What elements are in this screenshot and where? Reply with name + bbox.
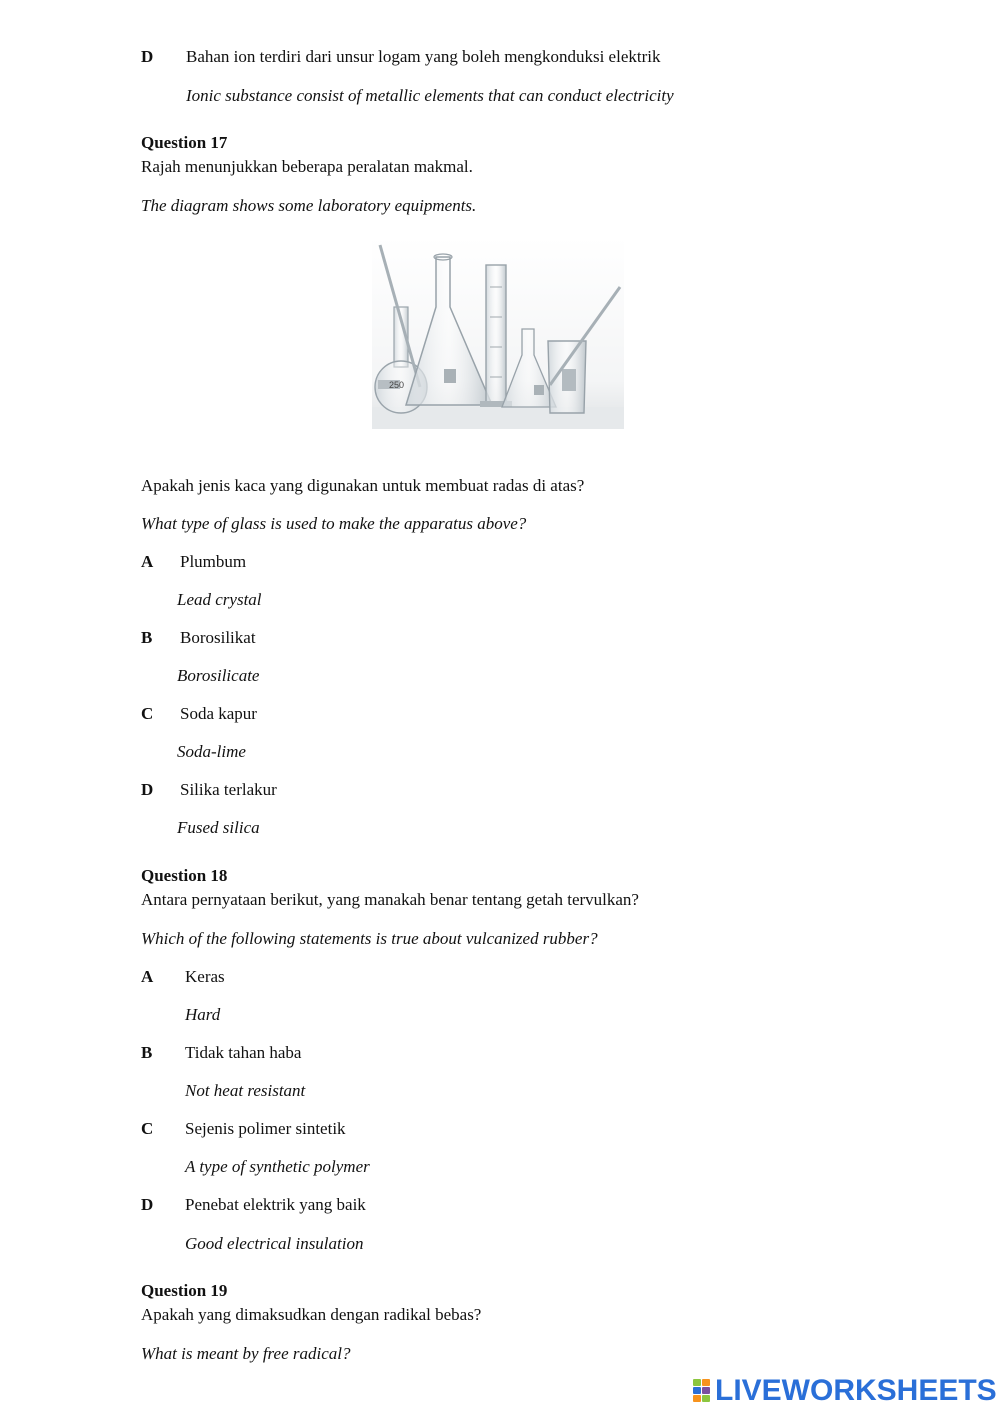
q18-option-b-malay: Tidak tahan haba	[185, 1043, 302, 1062]
option-malay-text: Bahan ion terdiri dari unsur logam yang boleh mengkonduksi elektrik	[186, 47, 661, 66]
q17-option-c-letter: C	[141, 704, 154, 723]
logo-wordmark: LIVEWORKSHEETS	[715, 1374, 997, 1407]
q18-option-c-english: A type of synthetic polymer	[185, 1157, 370, 1176]
q17-option-b-malay: Borosilikat	[180, 628, 256, 647]
option-english-text: Ionic substance consist of metallic elements that can conduct electricity	[186, 86, 674, 105]
question-17-text-english: What type of glass is used to make the apparatus above?	[141, 514, 527, 533]
q18-option-c-letter: C	[141, 1119, 154, 1138]
q17-option-c-english: Soda-lime	[177, 742, 246, 761]
q18-option-a-english: Hard	[185, 1005, 221, 1024]
q18-option-d-english: Good electrical insulation	[185, 1234, 364, 1253]
beaker-shape	[548, 341, 586, 413]
q17-option-d-letter: D	[141, 780, 154, 799]
liveworksheets-logo	[693, 1376, 997, 1406]
q18-option-d-letter: D	[141, 1195, 154, 1214]
q18-option-a-letter: A	[141, 967, 154, 986]
flask-volume-label: 250	[389, 380, 405, 390]
q18-option-a-malay: Keras	[185, 967, 225, 986]
question-18-text-malay: Antara pernyataan berikut, yang manakah benar tentang getah tervulkan?	[141, 890, 639, 909]
q17-option-c-malay: Soda kapur	[180, 704, 257, 723]
q17-option-a-english: Lead crystal	[177, 590, 262, 609]
q18-option-b-letter: B	[141, 1043, 153, 1062]
option-letter: D	[141, 47, 154, 66]
question-19-title: Question 19	[141, 1281, 228, 1300]
question-17-stem-malay: Rajah menunjukkan beberapa peralatan makmal.	[141, 157, 473, 176]
question-19-text-malay: Apakah yang dimaksudkan dengan radikal bebas?	[141, 1305, 482, 1324]
question-19-text-english: What is meant by free radical?	[141, 1344, 351, 1363]
q17-option-d-english: Fused silica	[177, 818, 260, 837]
question-18-title: Question 18	[141, 866, 228, 885]
question-17-text-malay: Apakah jenis kaca yang digunakan untuk membuat radas di atas?	[141, 476, 585, 495]
logo-icon	[693, 1379, 711, 1403]
question-18-text-english: Which of the following statements is true about vulcanized rubber?	[141, 929, 598, 948]
q18-option-c-malay: Sejenis polimer sintetik	[185, 1119, 346, 1138]
q17-option-b-english: Borosilicate	[177, 666, 260, 685]
question-17-title: Question 17	[141, 133, 228, 152]
q17-option-b-letter: B	[141, 628, 153, 647]
laboratory-glassware-image	[372, 237, 624, 429]
q18-option-b-english: Not heat resistant	[185, 1081, 306, 1100]
q17-option-a-letter: A	[141, 552, 154, 571]
question-17-stem-english: The diagram shows some laboratory equipments.	[141, 196, 477, 215]
q17-option-d-malay: Silika terlakur	[180, 780, 277, 799]
q18-option-d-malay: Penebat elektrik yang baik	[185, 1195, 366, 1214]
q17-option-a-malay: Plumbum	[180, 552, 247, 571]
